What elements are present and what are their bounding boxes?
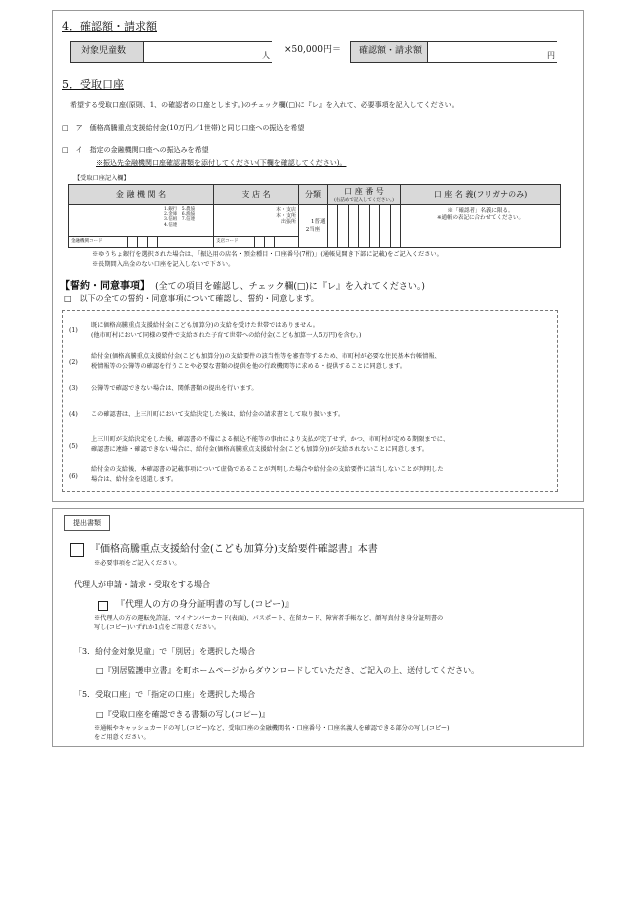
section5-title: 5．受取口座: [62, 78, 124, 91]
pledge-item-num: (6): [69, 473, 78, 480]
branch-name-cell[interactable]: [214, 205, 299, 248]
account-number-cell[interactable]: [328, 205, 401, 248]
proxy-heading: 代理人が申請・請求・受取をする場合: [74, 580, 210, 589]
col-bank-label: 金 融 機 関 名: [115, 190, 167, 199]
separate-doc-checkbox[interactable]: □『別居監護申立書』を町ホームページからダウンロードしていただき、ご記入の上、送付してください。: [96, 666, 480, 675]
account-digit[interactable]: [359, 205, 369, 247]
branch-code-row: [214, 236, 298, 247]
pledge-title-note: (全ての項目を確認し、チェック欄(□)に『レ』を入れてください。): [155, 282, 425, 292]
pledge-checkbox[interactable]: □ 以下の全ての誓約・同意事項について確認し、誓約・同意します。: [64, 294, 319, 303]
holder-note: ※「確認者」名義に限る。 ※通帳の表記に合わせてください。: [436, 208, 525, 221]
account-digit[interactable]: [338, 205, 348, 247]
section4-title: 4．確認額・請求額: [62, 20, 157, 33]
bank-code-row: [69, 236, 213, 247]
account-digit[interactable]: [370, 205, 380, 247]
option-a-checkbox[interactable]: □ ア 価格高騰重点支援給付金(10万円／1世帯)と同じ口座への振込を希望: [62, 124, 305, 132]
submission-title: 提出書類: [64, 515, 110, 531]
amount-label: 確認額・請求額: [359, 46, 423, 56]
separate-heading: 「3．給付金対象児童」で「別居」を選択した場合: [74, 647, 256, 656]
children-count-label: 対象児童数: [81, 46, 127, 56]
children-count-input[interactable]: [143, 42, 272, 62]
account-digit[interactable]: [349, 205, 359, 247]
pledge-item-text: この確認書は、上三川町において支給決定した後は、給付金の請求書として取り扱います。: [91, 411, 345, 418]
pledge-item-num: (4): [69, 411, 78, 418]
account-heading: 「5．受取口座」で「指定の口座」を選択した場合: [74, 690, 256, 699]
pledge-item-text: 公簿等で確認できない場合は、関係書類の提出を行います。: [91, 385, 258, 392]
proxy-doc-label: 『代理人の方の身分証明書の写し(コピー)』: [116, 600, 294, 610]
pledge-heading: [60, 274, 425, 293]
account-type-cell[interactable]: [299, 205, 328, 248]
col-type-label: 分類: [305, 190, 321, 199]
amount-unit: 円: [547, 51, 555, 61]
col-account-header: [328, 185, 401, 205]
bank-code-digit[interactable]: [147, 237, 157, 247]
bank-name-cell[interactable]: [69, 205, 214, 248]
col-account-note: (右詰めで記入してください。): [334, 198, 394, 203]
main-doc-checkbox[interactable]: [70, 543, 84, 557]
col-holder-header: [401, 185, 561, 205]
bank-code-digit[interactable]: [127, 237, 137, 247]
branch-types: 本・支店 本・支所 出張所: [275, 207, 296, 225]
option-b-note: ※振込先金融機関口座確認書類を添付してください(下欄を確認してください)。: [96, 159, 347, 167]
branch-code-digit[interactable]: [254, 237, 264, 247]
amount-box: [350, 41, 557, 63]
col-holder-label: 口 座 名 義(フリガナのみ): [433, 190, 528, 199]
pledge-items-box: [62, 310, 558, 492]
pledge-item-num: (5): [69, 443, 78, 450]
yucho-note: ※ゆうちょ銀行を選択された場合は、「振込用の店名・預金種目・口座番号(7桁)」(通帳見開き下部に記載)をご記入ください。: [92, 251, 443, 258]
account-form-title: 【受取口座記入欄】: [74, 175, 130, 182]
account-doc-checkbox[interactable]: □『受取口座を確認できる書類の写し(コピー)』: [96, 710, 270, 719]
pledge-item-text: 上三川町が支給決定をした後、確認書の不備による振込不能等の事由により支払が完了せず、かつ、市町村が定める期限までに、 確認書に連絡・確認できない場合に、給付金(価格高騰重点支援給付金(こども加算分))が支給されないことに同意します。: [91, 436, 450, 453]
children-count-box: [70, 41, 272, 63]
account-digit[interactable]: [328, 205, 338, 247]
pledge-item-text: 給付金(価格高騰重点支援給付金(こども加算分))の支給要件の該当性等を審査等するため、市町村が必要な住民基本台帳情報、 税情報等の公簿等の確認を行うことや必要な書類の提供を他の行政機関等に求める・提供することに同意します。: [91, 353, 441, 370]
pledge-item-text: 既に価格高騰重点支援給付金(こども加算分)の支給を受けた世帯ではありません。 (他市町村において同様の要件で支給された子育て世帯への給付金(こども加算一人5万円)を含む。): [91, 322, 362, 339]
col-branch-label: 支 店 名: [241, 190, 271, 199]
bank-code-digit[interactable]: [137, 237, 147, 247]
col-branch-header: [214, 185, 299, 205]
bank-code-label: 金融機関コード: [71, 239, 103, 244]
long-term-note: ※長期間入出金のない口座を記入しないで下さい。: [92, 261, 235, 268]
account-note: ※通帳やキャッシュカードの写し(コピー)など、受取口座の金融機関名・口座番号・口座名義人を確認できる部分の写し(コピー) をご用意ください。: [94, 725, 450, 741]
account-types: 1普通 2当座: [305, 218, 326, 233]
multiplier-text: ×50,000円＝: [284, 45, 342, 55]
pledge-item-num: (2): [69, 359, 78, 366]
amount-input[interactable]: [427, 42, 557, 62]
account-digit[interactable]: [380, 205, 390, 247]
branch-code-digit[interactable]: [264, 237, 274, 247]
account-digit[interactable]: [391, 205, 400, 247]
account-form-table: [68, 184, 561, 248]
section5-intro: 希望する受取口座(原則、1、の確認者の口座とします。)のチェック欄(□)に『レ』を入れて、必要事項を記入してください。: [70, 101, 459, 109]
proxy-doc-checkbox[interactable]: [98, 601, 108, 611]
children-count-unit: 人: [262, 51, 270, 61]
branch-code-label: 支店コード: [216, 239, 239, 244]
main-doc-label: 『価格高騰重点支援給付金(こども加算分)支給要件確認書』本書: [90, 544, 378, 555]
account-holder-cell[interactable]: [401, 205, 561, 248]
pledge-title: 【誓約・同意事項】: [60, 281, 150, 292]
bank-code-digit[interactable]: [157, 237, 167, 247]
branch-code-digit[interactable]: [274, 237, 284, 247]
col-type-header: [299, 185, 328, 205]
option-b-checkbox[interactable]: □ イ 指定の金融機関口座への振込みを希望: [62, 146, 209, 154]
col-bank-header: [69, 185, 214, 205]
main-doc-note: ※必要事項をご記入ください。: [94, 560, 181, 567]
pledge-item-num: (1): [69, 327, 78, 334]
col-account-label: 口 座 番 号: [344, 187, 384, 196]
pledge-item-num: (3): [69, 385, 78, 392]
pledge-item-text: 給付金の支給後、本確認書の記載事項について虚偽であることが判明した場合や給付金の支給要件に該当しないことが判明した 場合は、給付金を返還します。: [91, 466, 444, 483]
bank-types: 1.銀行 5.農協 2.金庫 6.漁協 3.信組 7.信連 4.信連: [164, 207, 196, 228]
proxy-note: ※代理人の方の運転免許証、マイナンバーカード(表面)、パスポート、在留カード、障害者手帳など、顔写真付き身分証明書の 写し(コピー)いずれか1点をご用意ください。: [94, 615, 444, 631]
